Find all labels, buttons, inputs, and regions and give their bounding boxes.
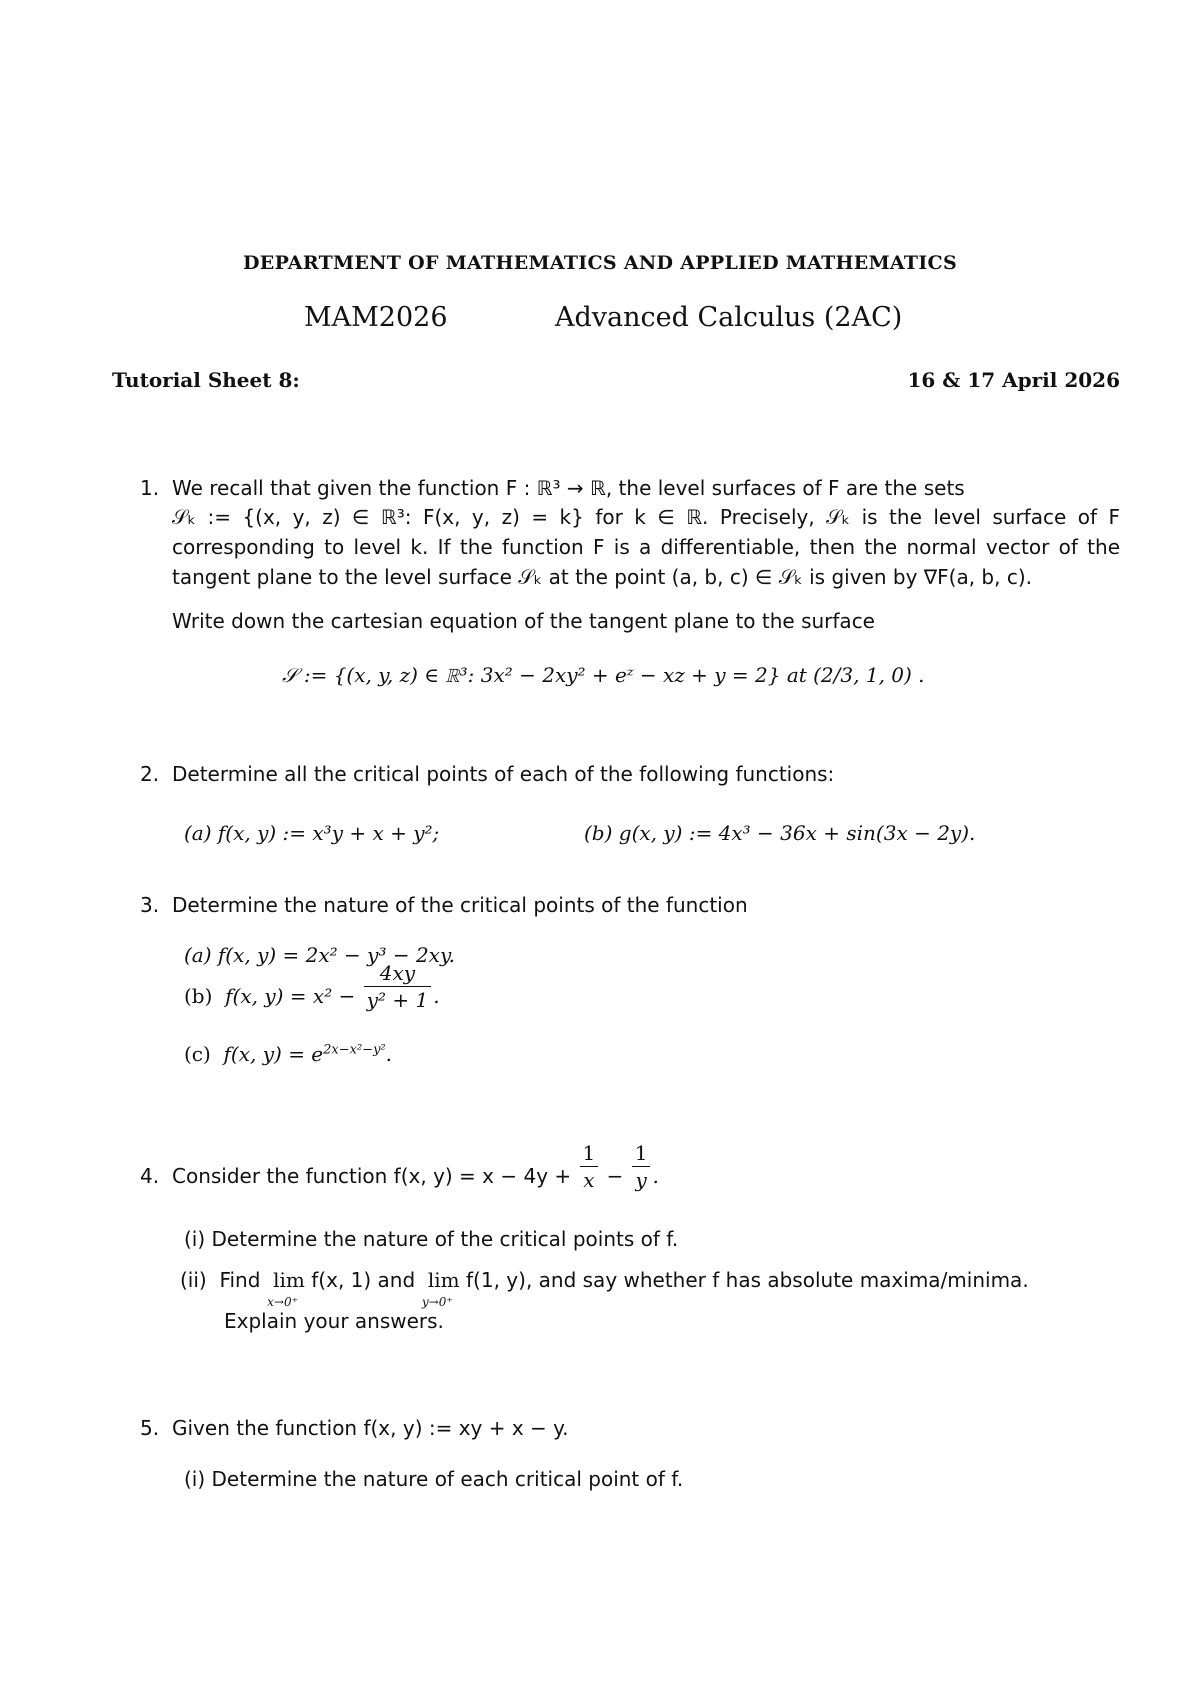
question-1-line-1: We recall that given the function F : ℝ³ → ℝ, the level surfaces of F are the sets bbox=[172, 476, 965, 500]
question-2-part-b: (b) g(x, y) := 4x³ − 36x + sin(3x − 2y). bbox=[584, 821, 976, 845]
question-4-part-ii bbox=[180, 1268, 1029, 1309]
question-1-line-2: 𝒮ₖ := {(x, y, z) ∈ ℝ³: F(x, y, z) = k} for k ∈ ℝ. Precisely, 𝒮ₖ is the level surface of F bbox=[172, 505, 1120, 529]
question-5-number: 5. bbox=[140, 1416, 160, 1440]
course-title: Advanced Calculus (2AC) bbox=[555, 302, 903, 333]
question-1-line-3: corresponding to level k. If the function F is a differentiable, then the normal vector of the bbox=[172, 535, 1120, 559]
question-4-limit-1-subscript: x→0⁺ bbox=[267, 1295, 298, 1309]
question-1-number: 1. bbox=[140, 476, 160, 500]
question-3-text: Determine the nature of the critical points of the function bbox=[172, 893, 748, 917]
question-3-part-b: (b) f(x, y) = x² − $\frac{4xy}{\text{y² + 1}}$ . bbox=[184, 961, 440, 1012]
question-3-part-b-lhs: f(x, y) = x² − bbox=[225, 984, 356, 1008]
question-3-part-b-fraction bbox=[364, 962, 432, 1011]
question-3-number: 3. bbox=[140, 893, 160, 917]
question-3-part-c-label: (c) bbox=[184, 1042, 211, 1066]
question-3-part-b-denominator: y² + 1 bbox=[366, 988, 429, 1012]
question-2-part-a: (a) f(x, y) := x³y + x + y²; bbox=[184, 821, 440, 845]
question-1-line-4: tangent plane to the level surface 𝒮ₖ at the point (a, b, c) ∈ 𝒮ₖ is given by ∇F(a, b, c). bbox=[172, 565, 1032, 589]
question-4-fraction-1-denominator: x bbox=[583, 1168, 595, 1192]
question-3-part-c: (c) f(x, $y) = e^{2x-x^2-y^2}$. bbox=[184, 1042, 392, 1066]
question-4-definition: Consider the function f(x, y) = x − 4y + $\frac{1}{x}$ − $\frac{1}{y}$ . bbox=[172, 1141, 659, 1192]
question-3-part-b-label: (b) bbox=[184, 984, 213, 1008]
course-code: MAM2026 bbox=[304, 302, 448, 333]
question-2-text: Determine all the critical points of each of the following functions: bbox=[172, 762, 835, 786]
question-4-limit-2-word: lim bbox=[427, 1268, 460, 1292]
question-4-part-ii-find: Find bbox=[219, 1268, 261, 1292]
question-4-part-ii-label: (ii) bbox=[180, 1268, 207, 1292]
question-4-fraction-1 bbox=[580, 1142, 599, 1191]
question-4-limit-1 bbox=[267, 1268, 305, 1309]
question-4-limit-2 bbox=[421, 1268, 460, 1309]
question-4-limit-1-word: lim bbox=[273, 1268, 305, 1292]
question-4-fraction-2 bbox=[632, 1142, 651, 1191]
question-4-fraction-1-numerator: 1 bbox=[580, 1142, 599, 1167]
question-4-lead: Consider the function f(x, y) = x − 4y + bbox=[172, 1164, 572, 1188]
question-4-fraction-2-numerator: 1 bbox=[632, 1142, 651, 1167]
question-3-part-a: (a) f(x, y) = 2x² − y³ − 2xy. bbox=[184, 943, 455, 967]
question-4-part-ii-line-2: Explain your answers. bbox=[224, 1309, 444, 1333]
question-3-part-c-lhs: f(x, y) = e bbox=[223, 1042, 324, 1066]
question-5-text: Given the function f(x, y) := xy + x − y. bbox=[172, 1416, 569, 1440]
tutorial-sheet-label: Tutorial Sheet 8: bbox=[112, 368, 300, 392]
question-4-fraction-2-denominator: y bbox=[635, 1168, 647, 1192]
question-3-part-c-exponent: 2x−x²−y² bbox=[323, 1042, 386, 1058]
question-4-limit-2-subscript: y→0⁺ bbox=[421, 1295, 453, 1309]
question-1-surface-equation: 𝒮 := {(x, y, z) ∈ ℝ³: 3x² − 2xy² + eᶻ − xz + y = 2} at (2/3, 1, 0) . bbox=[282, 663, 925, 687]
question-5-part-i: (i) Determine the nature of each critical point of f. bbox=[184, 1467, 684, 1491]
question-4-number: 4. bbox=[140, 1164, 160, 1188]
tutorial-date: 16 & 17 April 2026 bbox=[907, 368, 1120, 392]
question-2-number: 2. bbox=[140, 762, 160, 786]
question-1-instruction: Write down the cartesian equation of the tangent plane to the surface bbox=[172, 609, 875, 633]
department-heading: DEPARTMENT OF MATHEMATICS AND APPLIED MATHEMATICS bbox=[243, 252, 957, 274]
question-3-part-b-numerator: 4xy bbox=[364, 962, 432, 987]
question-4-part-i: (i) Determine the nature of the critical points of f. bbox=[184, 1227, 679, 1251]
question-4-limit-1-expr: f(x, 1) and bbox=[311, 1268, 416, 1292]
question-4-limit-2-expr: f(1, y), and say whether f has absolute maxima/minima. bbox=[466, 1268, 1029, 1292]
